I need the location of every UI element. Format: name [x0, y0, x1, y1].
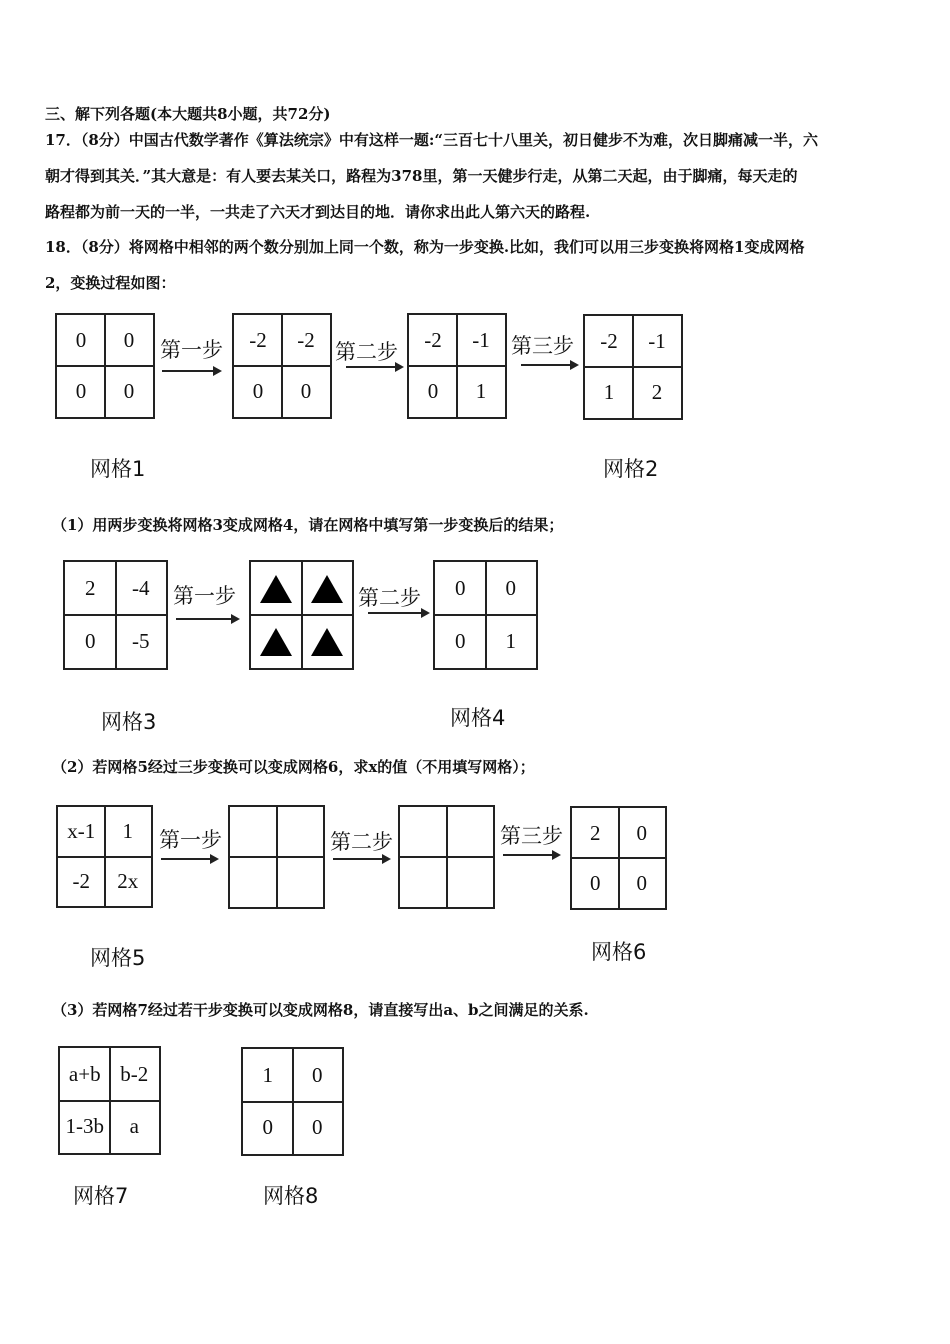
grid-cell: 0	[75, 379, 87, 403]
grid-5	[56, 805, 153, 908]
grid-cell: 1	[505, 629, 516, 653]
grid-label: 网格1	[90, 457, 146, 481]
step-label: 第一步	[173, 584, 236, 608]
grid-cell: 0	[75, 328, 87, 352]
step-label: 第一步	[160, 338, 223, 362]
arrow-right-icon	[162, 370, 220, 372]
grid-cell: 2	[651, 380, 663, 404]
step-label: 第三步	[500, 824, 563, 848]
grid-label: 网格5	[90, 946, 146, 970]
grid-label: 网格2	[603, 457, 659, 481]
arrow-right-icon	[161, 858, 217, 860]
grid-cell: 0	[427, 379, 439, 403]
grid-8	[241, 1047, 344, 1156]
step-label: 第三步	[511, 334, 574, 358]
grid-cell: -2	[297, 328, 315, 352]
black-triangle-icon	[311, 575, 343, 603]
grid-cell: 1	[262, 1062, 273, 1087]
q18-part3: （3）若网格7经过若干步变换可以变成网格8，请直接写出a、b之间满足的关系.	[52, 1001, 589, 1019]
grid-cell: 0	[455, 576, 466, 600]
step-label: 第二步	[330, 830, 393, 854]
arrow-right-icon	[333, 858, 389, 860]
grid-cell: -2	[249, 328, 267, 352]
grid-6	[570, 806, 667, 910]
grid-cell: 0	[312, 1115, 323, 1140]
answer-cell[interactable]	[251, 562, 302, 615]
section-header: 三、解下列各题(本大题共8小题，共72分)	[45, 105, 331, 123]
grid-cell: 1-3b	[65, 1114, 104, 1139]
grid-cell: a	[129, 1114, 139, 1139]
black-triangle-icon	[260, 575, 292, 603]
q18-part1: （1）用两步变换将网格3变成网格4，请在网格中填写第一步变换后的结果；	[52, 516, 564, 534]
step-label: 第二步	[335, 340, 398, 364]
grid-cell: 2	[590, 820, 601, 845]
grid-cell: -1	[648, 329, 666, 353]
grid-label: 网格4	[450, 706, 506, 730]
grid-cell: 1	[475, 379, 487, 403]
grid-cell: 2	[85, 576, 96, 600]
grid-2	[583, 314, 683, 420]
grid-cell: 0	[636, 820, 647, 845]
arrow-right-icon	[521, 364, 577, 366]
grid-cell: -2	[600, 329, 618, 353]
q17-line3: 路程都为前一天的一半，一共走了六天才到达目的地．请你求出此人第六天的路程.	[45, 203, 591, 221]
grid-cell: 0	[252, 379, 264, 403]
step-label: 第二步	[358, 586, 421, 610]
grid-cell: 1	[122, 819, 133, 844]
grid-cell: 0	[300, 379, 312, 403]
grid-label: 网格8	[263, 1184, 319, 1208]
grid-1-step2	[407, 313, 507, 419]
answer-cell[interactable]	[302, 615, 353, 668]
grid-cell: -5	[132, 629, 150, 653]
q18-line1: 18．（8分）将网格中相邻的两个数分别加上同一个数，称为一步变换.比如，我们可以用三步变换将网格1变成网格	[45, 238, 805, 256]
grid-7	[58, 1046, 161, 1155]
grid-cell: 2x	[117, 868, 139, 893]
q18-line2: 2，变换过程如图：	[45, 274, 176, 292]
grid-cell: 0	[505, 576, 516, 600]
answer-cell[interactable]	[302, 562, 353, 615]
grid-cell: b-2	[120, 1061, 149, 1086]
grid-3	[63, 560, 168, 670]
answer-cell[interactable]	[251, 615, 302, 668]
grid-1	[55, 313, 155, 419]
q17-line2: 朝才得到其关．”其大意是：有人要去某关口，路程为378里，第一天健步行走，从第二天起，由于脚痛，每天走的	[45, 167, 798, 185]
grid-cell: -2	[424, 328, 442, 352]
grid-cell: 0	[455, 629, 466, 653]
grid-answer-blank	[249, 560, 354, 670]
grid-blank-step2	[398, 805, 495, 909]
q18-part2: （2）若网格5经过三步变换可以变成网格6，求x的值（不用填写网格）；	[52, 758, 535, 776]
grid-label: 网格7	[73, 1184, 129, 1208]
grid-cell: 0	[123, 328, 135, 352]
grid-label: 网格6	[591, 940, 647, 964]
grid-cell: x-1	[67, 819, 96, 844]
black-triangle-icon	[260, 628, 292, 656]
grid-cell: 0	[262, 1115, 273, 1140]
grid-cell: -4	[132, 576, 150, 600]
grid-cell: -1	[472, 328, 490, 352]
grid-cell: a+b	[68, 1061, 101, 1086]
grid-4	[433, 560, 538, 670]
arrow-right-icon	[176, 618, 238, 620]
grid-cell: 0	[590, 870, 601, 895]
arrow-right-icon	[368, 612, 428, 614]
step-label: 第一步	[159, 828, 222, 852]
grid-1-step1	[232, 313, 332, 419]
grid-cell: -2	[72, 868, 90, 893]
black-triangle-icon	[311, 628, 343, 656]
grid-cell: 1	[603, 380, 615, 404]
q17-line1: 17．（8分）中国古代数学著作《算法统宗》中有这样一题:“三百七十八里关，初日健步不为难，次日脚痛减一半，六	[45, 131, 818, 149]
arrow-right-icon	[503, 854, 559, 856]
grid-cell: 0	[312, 1062, 323, 1087]
grid-cell: 0	[123, 379, 135, 403]
grid-label: 网格3	[101, 710, 157, 734]
grid-blank-step1	[228, 805, 325, 909]
arrow-right-icon	[346, 366, 402, 368]
grid-cell: 0	[636, 870, 647, 895]
grid-cell: 0	[85, 629, 96, 653]
